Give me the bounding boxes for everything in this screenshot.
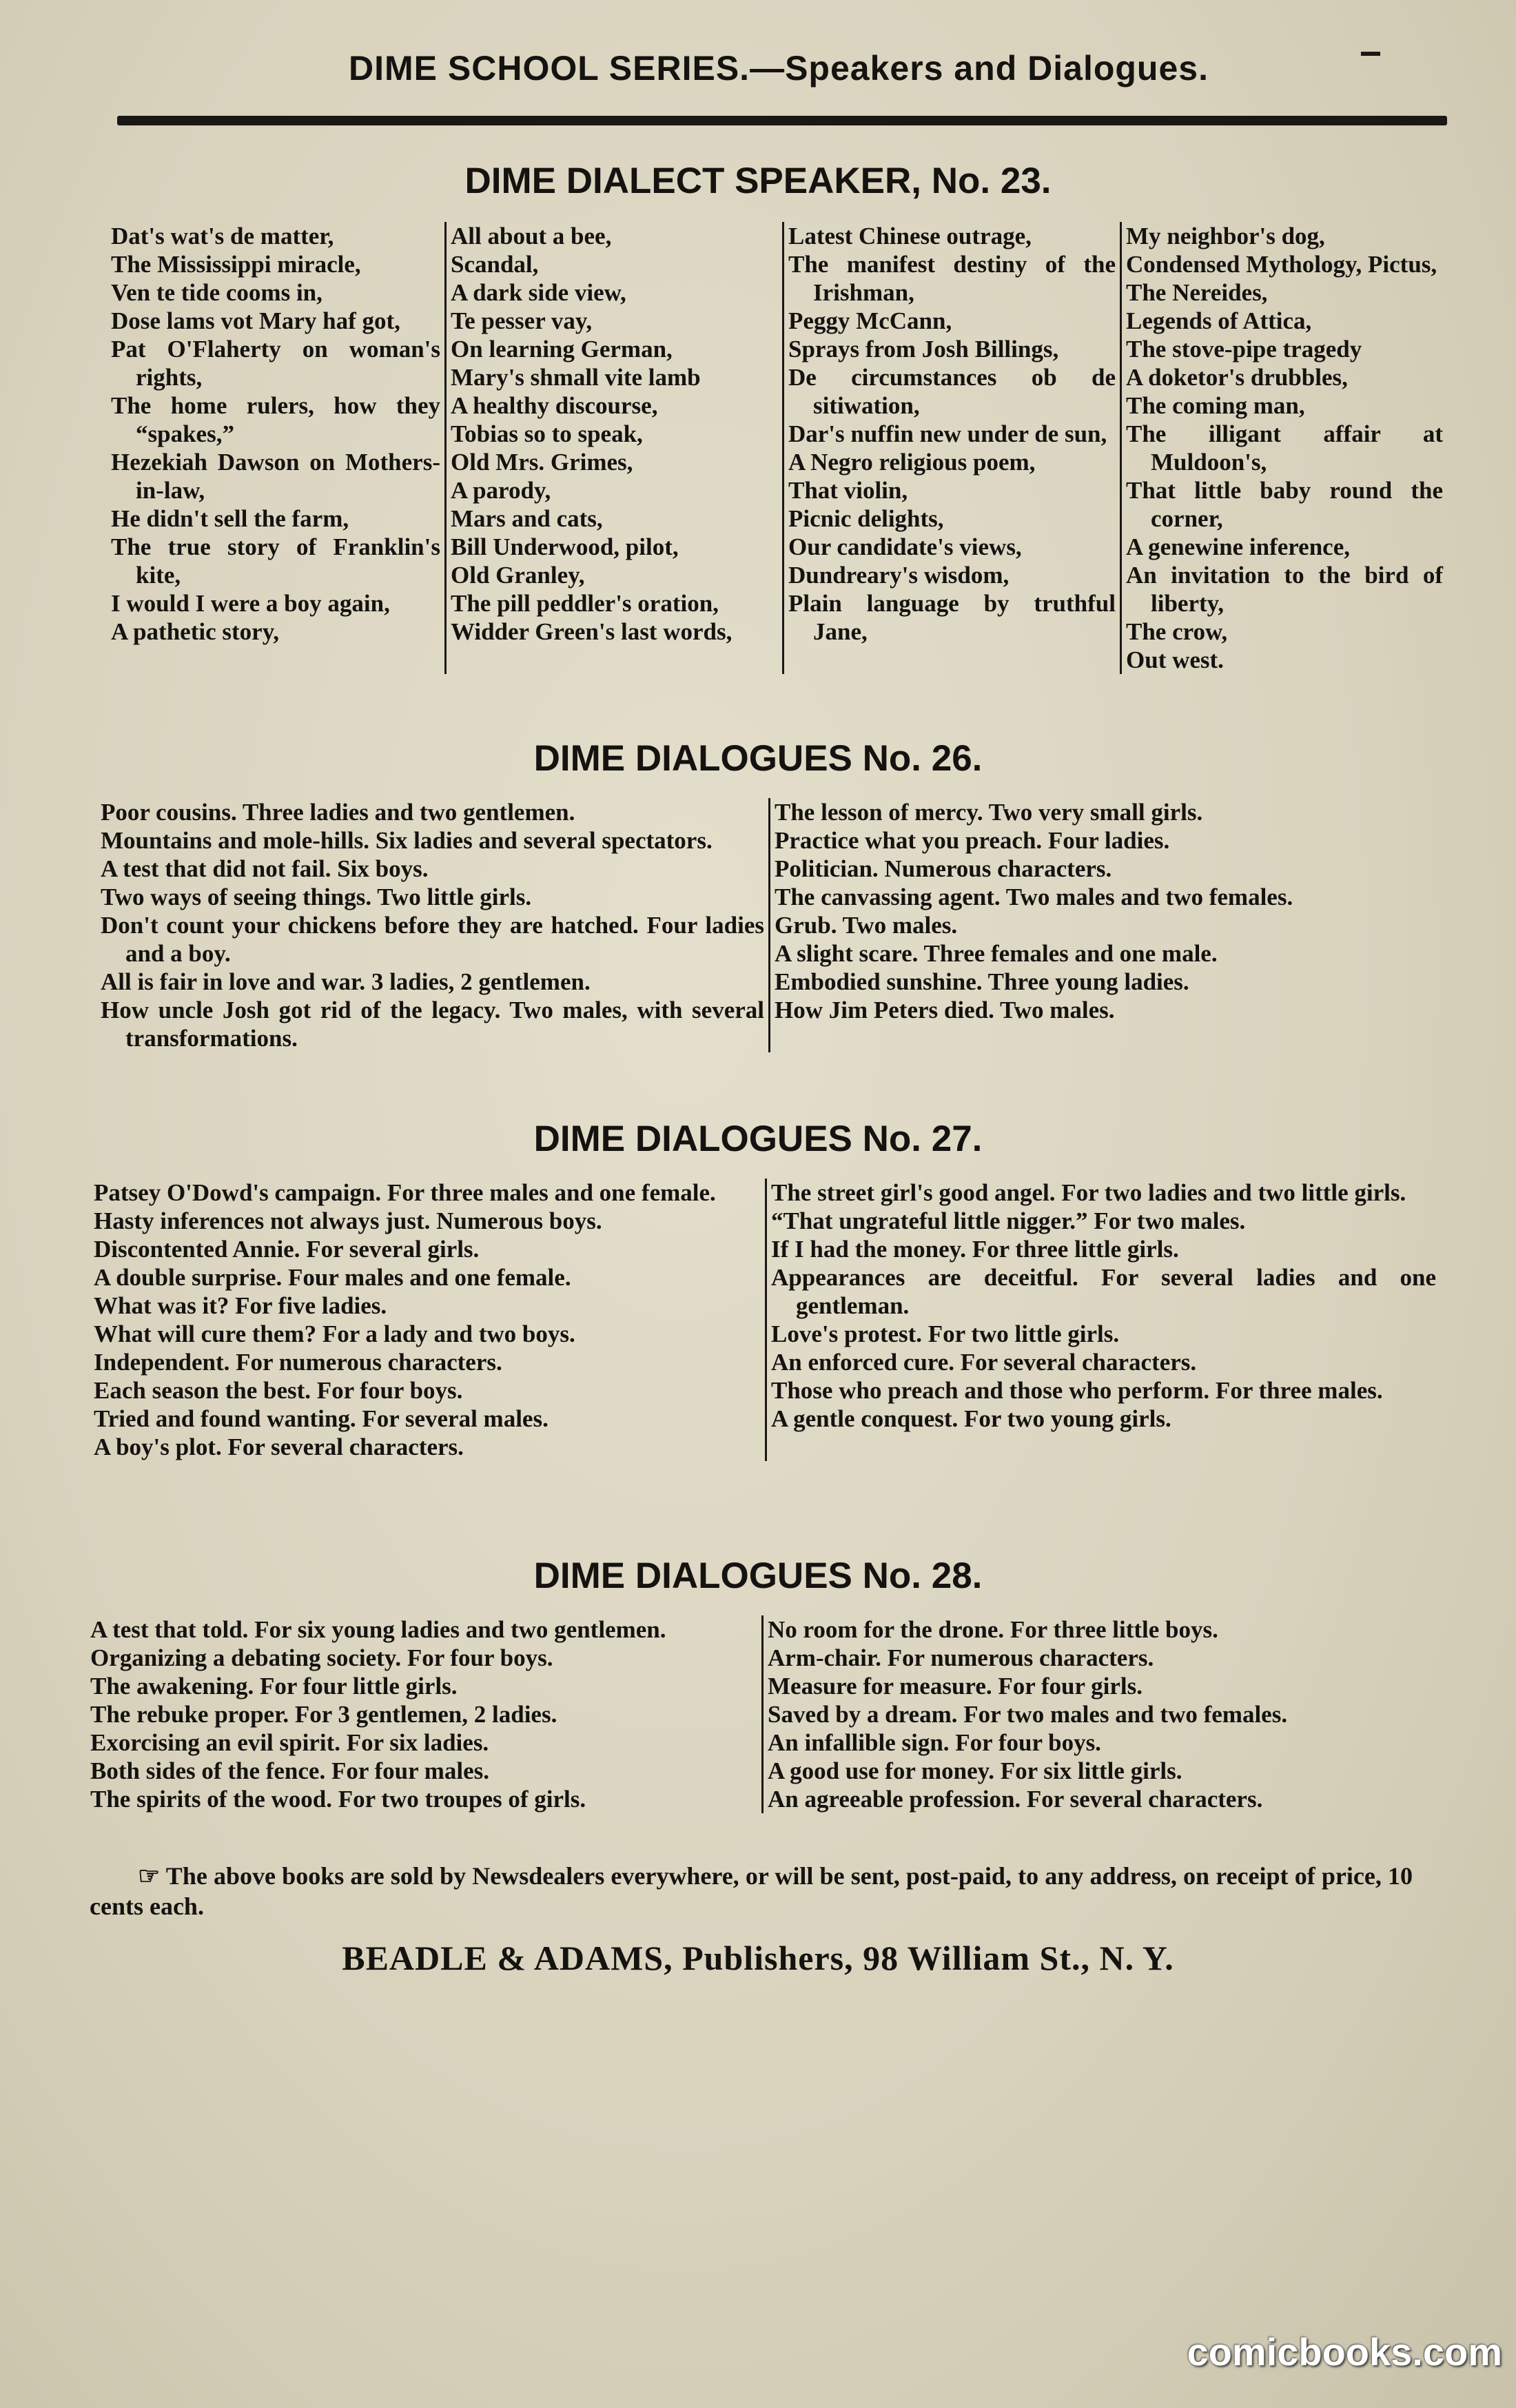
catalog-entry: Picnic delights, [788,505,944,532]
catalog-entry: Each season the best. For four boys. [94,1377,463,1404]
catalog-entry: Old Mrs. Grimes, [451,449,633,476]
section-23-col-4 [1120,222,1447,674]
catalog-entry: A pathetic story, [111,618,280,645]
catalog-entry: My neighbor's dog, [1126,223,1325,249]
catalog-entry: The Mississippi miracle, [111,251,361,278]
catalog-entry: Plain language by truthful Jane, [788,590,1116,645]
catalog-entry: Patsey O'Dowd's campaign. For three males and one female. [94,1179,716,1206]
catalog-entry: An infallible sign. For four boys. [768,1729,1101,1756]
section-27-title: DIME DIALOGUES No. 27. [533,1119,983,1159]
catalog-entry: Scandal, [451,251,539,278]
catalog-entry: Saved by a dream. For two males and two females. [768,1701,1288,1728]
catalog-entry: A Negro religious poem, [788,449,1036,476]
catalog-entry: Dundreary's wisdom, [788,562,1010,589]
catalog-entry: A healthy discourse, [451,392,658,419]
section-27-col-left [90,1179,765,1461]
catalog-entry: A test that told. For six young ladies and two gentlemen. [90,1616,666,1643]
section-23-title: DIME DIALECT SPEAKER, No. 23. [464,161,1052,201]
ordering-notice: ☞ The above books are sold by Newsdealers everywhere, or will be sent, post-paid, to any address, on receipt of price, 10 cents each. [90,1862,1413,1920]
section-28-col-right [761,1615,1447,1813]
catalog-entry: Politician. Numerous characters. [775,855,1112,882]
catalog-entry: Embodied sunshine. Three young ladies. [775,968,1189,995]
section-26-columns [96,798,1440,1052]
section-23-columns [107,222,1447,674]
catalog-entry: The home rulers, how they “spakes,” [111,392,440,447]
catalog-entry: An invitation to the bird of liberty, [1126,562,1443,617]
catalog-entry: Two ways of seeing things. Two little girls. [101,884,532,910]
catalog-entry: Hasty inferences not always just. Numerous boys. [94,1207,602,1234]
catalog-entry: Independent. For numerous characters. [94,1349,502,1376]
catalog-entry: Out west. [1126,646,1224,673]
catalog-entry: A dark side view, [451,279,626,306]
series-header: DIME SCHOOL SERIES.—Speakers and Dialogues. [349,49,1209,88]
catalog-entry: Mountains and mole-hills. Six ladies and several spectators. [101,827,713,854]
catalog-entry: The pill peddler's oration, [451,590,719,617]
catalog-entry: The Nereides, [1126,279,1268,306]
header-dash [1361,52,1380,56]
catalog-entry: A parody, [451,477,551,504]
catalog-entry: The manifest destiny of the Irishman, [788,251,1116,306]
section-23-col-1 [107,222,444,674]
catalog-entry: A boy's plot. For several characters. [94,1433,464,1460]
catalog-entry: I would I were a boy again, [111,590,390,617]
catalog-entry: Pat O'Flaherty on woman's rights, [111,336,440,391]
catalog-entry: Tobias so to speak, [451,420,643,447]
catalog-entry: Sprays from Josh Billings, [788,336,1059,363]
catalog-entry: The stove-pipe tragedy [1126,336,1362,363]
catalog-entry: How uncle Josh got rid of the legacy. Two males, with several transformations. [101,997,764,1052]
catalog-entry: Dose lams vot Mary haf got, [111,307,400,334]
catalog-entry: Grub. Two males. [775,912,958,939]
catalog-entry: A gentle conquest. For two young girls. [771,1405,1171,1432]
catalog-entry: A doketor's drubbles, [1126,364,1348,391]
catalog-entry: What will cure them? For a lady and two boys. [94,1320,575,1347]
site-watermark: comicbooks.com [1187,2330,1502,2374]
catalog-entry: Dat's wat's de matter, [111,223,334,249]
catalog-entry: Ven te tide cooms in, [111,279,322,306]
catalog-entry: How Jim Peters died. Two males. [775,997,1115,1023]
catalog-entry: Latest Chinese outrage, [788,223,1032,249]
catalog-entry: The true story of Franklin's kite, [111,533,440,589]
catalog-entry: Bill Underwood, pilot, [451,533,679,560]
catalog-entry: A good use for money. For six little girls. [768,1757,1182,1784]
catalog-entry: All about a bee, [451,223,612,249]
catalog-entry: Organizing a debating society. For four boys. [90,1644,553,1671]
section-28-col-left [86,1615,761,1813]
catalog-entry: Exorcising an evil spirit. For six ladies. [90,1729,489,1756]
catalog-entry: Te pesser vay, [451,307,593,334]
catalog-entry: Mars and cats, [451,505,603,532]
catalog-entry: If I had the money. For three little girls. [771,1236,1179,1263]
catalog-entry: Widder Green's last words, [451,618,733,645]
catalog-entry: A slight scare. Three females and one male. [775,940,1218,967]
section-26-col-left [96,798,768,1052]
catalog-entry: On learning German, [451,336,673,363]
publisher-imprint: BEADLE & ADAMS, Publishers, 98 William St., N. Y. [342,1939,1174,1977]
section-26-col-right [768,798,1440,1052]
catalog-entry: An enforced cure. For several characters. [771,1349,1197,1376]
catalog-entry: The lesson of mercy. Two very small girls. [775,799,1203,826]
catalog-entry: All is fair in love and war. 3 ladies, 2 gentlemen. [101,968,591,995]
catalog-entry: De circumstances ob de sitiwation, [788,364,1116,419]
section-27-col-right [765,1179,1440,1461]
catalog-entry: A genewine inference, [1126,533,1350,560]
section-27-columns [90,1179,1440,1461]
catalog-entry: Old Granley, [451,562,585,589]
catalog-entry: Legends of Attica, [1126,307,1312,334]
section-26-title: DIME DIALOGUES No. 26. [533,738,983,779]
catalog-entry: Practice what you preach. Four ladies. [775,827,1170,854]
section-23-col-2 [444,222,782,674]
header-rule [117,116,1447,125]
catalog-entry: A test that did not fail. Six boys. [101,855,429,882]
catalog-entry: Those who preach and those who perform. For three males. [771,1377,1383,1404]
section-23-col-3 [782,222,1120,674]
catalog-entry: Dar's nuffin new under de sun, [788,420,1107,447]
catalog-entry: A double surprise. Four males and one female. [94,1264,571,1291]
catalog-entry: The coming man, [1126,392,1305,419]
catalog-entry: An agreeable profession. For several characters. [768,1786,1263,1813]
catalog-entry: The canvassing agent. Two males and two females. [775,884,1293,910]
catalog-entry: The awakening. For four little girls. [90,1673,458,1700]
catalog-entry: Arm-chair. For numerous characters. [768,1644,1154,1671]
section-28-title: DIME DIALOGUES No. 28. [533,1555,983,1596]
catalog-entry: Mary's shmall vite lamb [451,364,701,391]
catalog-entry: Condensed Mythology, Pictus, [1126,251,1437,278]
catalog-entry: Both sides of the fence. For four males. [90,1757,490,1784]
catalog-entry: That violin, [788,477,908,504]
catalog-entry: Love's protest. For two little girls. [771,1320,1120,1347]
catalog-entry: The street girl's good angel. For two ladies and two little girls. [771,1179,1406,1206]
catalog-entry: Poor cousins. Three ladies and two gentlemen. [101,799,575,826]
section-28-columns [86,1615,1447,1813]
catalog-entry: Hezekiah Dawson on Mothers-in-law, [111,449,440,504]
catalog-entry: The crow, [1126,618,1228,645]
catalog-entry: “That ungrateful little nigger.” For two males. [771,1207,1246,1234]
catalog-entry: The rebuke proper. For 3 gentlemen, 2 ladies. [90,1701,557,1728]
catalog-entry: Measure for measure. For four girls. [768,1673,1143,1700]
catalog-entry: Appearances are deceitful. For several ladies and one gentleman. [771,1264,1436,1319]
catalog-entry: Tried and found wanting. For several males. [94,1405,549,1432]
catalog-entry: Discontented Annie. For several girls. [94,1236,480,1263]
catalog-entry: No room for the drone. For three little boys. [768,1616,1218,1643]
catalog-entry: The illigant affair at Muldoon's, [1126,420,1443,476]
catalog-entry: Don't count your chickens before they are hatched. Four ladies and a boy. [101,912,764,967]
catalog-entry: Our candidate's views, [788,533,1022,560]
catalog-entry: He didn't sell the farm, [111,505,349,532]
catalog-entry: Peggy McCann, [788,307,952,334]
catalog-entry: That little baby round the corner, [1126,477,1443,532]
catalog-entry: The spirits of the wood. For two troupes of girls. [90,1786,586,1813]
catalog-entry: What was it? For five ladies. [94,1292,387,1319]
